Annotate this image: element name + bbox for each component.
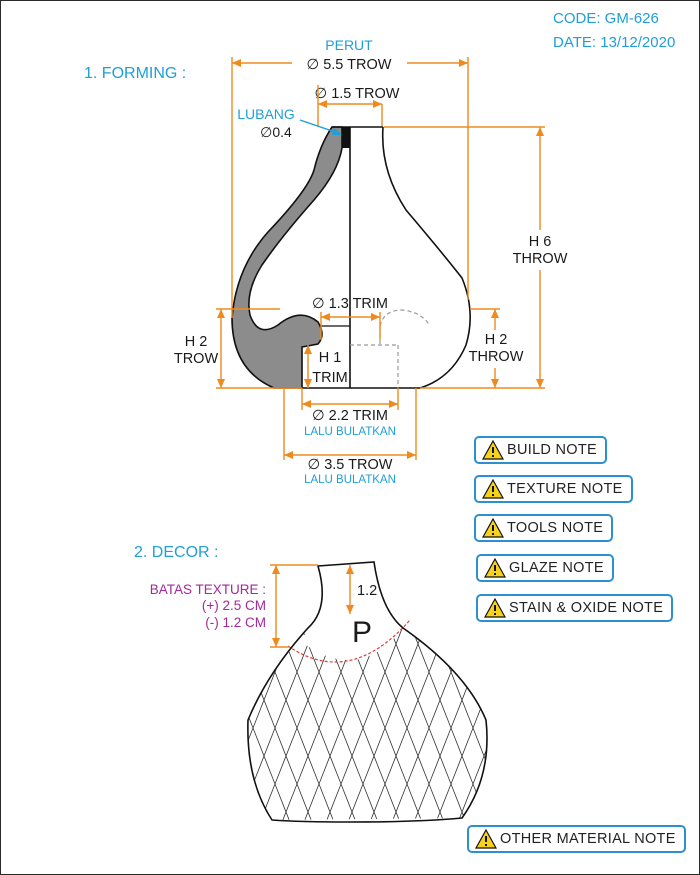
right-h2-label-line2: THROW xyxy=(468,349,524,365)
h1-dimension-line xyxy=(304,345,312,388)
texture-note-label: TEXTURE NOTE xyxy=(507,481,623,497)
h1-label-line2: TRIM xyxy=(312,370,348,386)
warning-icon xyxy=(482,440,504,460)
trim-dimension: ∅ 1.3 TRIM xyxy=(311,296,389,312)
foot-dimension-line xyxy=(284,388,416,460)
lubang-hole-marker xyxy=(342,127,350,148)
vessel-outer-profile xyxy=(350,127,470,388)
other-material-note-label: OTHER MATERIAL NOTE xyxy=(500,831,676,847)
warning-icon xyxy=(482,479,504,499)
right-h2-label-line1: H 2 xyxy=(484,332,508,348)
perut-dimension: ∅ 5.5 TROW xyxy=(306,57,392,73)
warning-icon xyxy=(484,598,506,618)
base-note: LALU BULATKAN xyxy=(304,426,396,438)
texture-note-button[interactable] xyxy=(474,475,633,503)
batas-texture-plus: (+) 2.5 CM xyxy=(201,598,266,613)
design-code: CODE: GM-626 xyxy=(553,10,659,27)
vessel-wall-section xyxy=(232,127,342,388)
tools-note-button[interactable] xyxy=(474,514,613,542)
decor-section-title: 2. DECOR : xyxy=(134,544,219,561)
forming-section-title: 1. FORMING : xyxy=(84,65,187,82)
h1-label-line1: H 1 xyxy=(318,350,342,366)
stain-oxide-note-label: STAIN & OXIDE NOTE xyxy=(509,600,664,616)
warning-icon xyxy=(484,558,506,578)
perut-label: PERUT xyxy=(325,37,373,53)
batas-texture-minus: (-) 1.2 CM xyxy=(205,615,266,630)
base-dimension-line xyxy=(302,388,398,410)
h6-label-line2: THROW xyxy=(512,251,568,267)
batas-texture-label: BATAS TEXTURE : xyxy=(149,582,266,597)
lubang-label: LUBANG xyxy=(237,106,295,122)
stain-oxide-note-button[interactable] xyxy=(476,594,673,622)
foot-dimension: ∅ 3.5 TROW xyxy=(307,457,393,473)
left-h2-label-line1: H 2 xyxy=(184,334,208,350)
glaze-note-button[interactable] xyxy=(476,554,614,582)
h6-label-line1: H 6 xyxy=(528,234,552,250)
design-date: DATE: 13/12/2020 xyxy=(553,34,676,51)
glaze-note-label: GLAZE NOTE xyxy=(509,560,604,576)
p-mark: P xyxy=(351,616,373,649)
tools-note-label: TOOLS NOTE xyxy=(507,520,604,536)
build-note-button[interactable] xyxy=(474,436,607,464)
warning-icon xyxy=(475,829,497,849)
lubang-dimension: ∅0.4 xyxy=(260,124,292,140)
base-dimension: ∅ 2.2 TRIM xyxy=(311,408,389,424)
warning-icon xyxy=(482,518,504,538)
neck-dimension: ∅ 1.5 TROW xyxy=(314,86,400,102)
other-material-note-button[interactable] xyxy=(467,825,686,853)
build-note-label: BUILD NOTE xyxy=(507,442,598,458)
left-h2-label-line2: TROW xyxy=(173,351,219,367)
decor-neck-height: 1.2 xyxy=(357,583,378,599)
mirror-ghost-profile xyxy=(350,310,430,388)
foot-note: LALU BULATKAN xyxy=(304,474,396,486)
